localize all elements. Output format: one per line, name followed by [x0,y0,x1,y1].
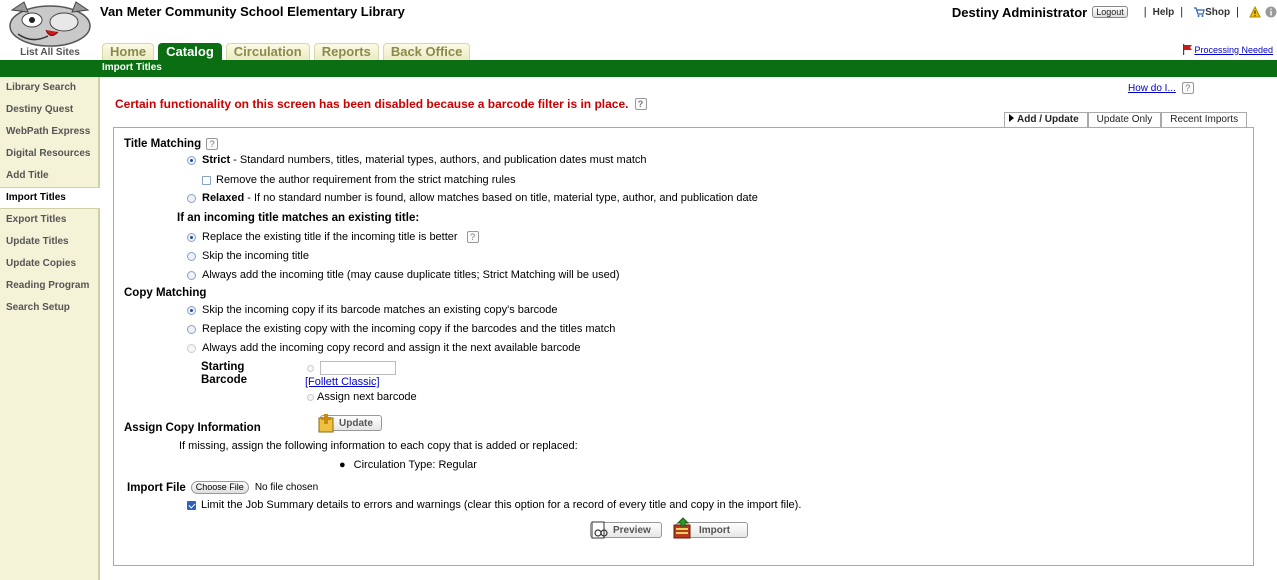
how-do-i [1128,82,1194,94]
separator: | [1236,6,1239,18]
sidebar-item-update-titles[interactable]: Update Titles [6,236,69,247]
assign-copy-heading: Assign Copy Information [124,422,261,434]
strict-radio[interactable] [187,156,196,165]
tab-back-office[interactable]: Back Office [383,43,471,60]
sidebar-item-library-search[interactable]: Library Search [6,82,77,93]
import-options-panel [113,127,1254,566]
warning-text: Certain functionality on this screen has been disabled because a barcode filter is in place. [115,97,629,111]
list-all-sites-link[interactable]: List All Sites [20,47,80,58]
flag-icon [1182,44,1194,55]
help-question-icon[interactable]: ? [635,98,647,110]
skip-copy-radio[interactable] [187,306,196,315]
import-file-label: Import File [127,481,186,494]
preview-icon [590,520,612,542]
tab-catalog[interactable]: Catalog [158,43,222,60]
sub-navigation-bar [0,60,1277,77]
import-button-label: Import [699,524,731,536]
strict-option [187,154,647,166]
update-button-row [320,415,382,431]
barcode-filter-warning [115,97,647,111]
replace-existing-label: Replace the existing title if the incoming title is better [202,231,458,243]
update-button[interactable] [320,415,382,431]
update-icon [317,412,339,434]
starting-label-row [201,361,244,373]
always-add-copy-radio[interactable] [187,344,196,353]
limit-summary-row [187,499,801,511]
if-missing-text: If missing, assign the following information to each copy that is added or replaced: [179,440,578,452]
school-title: Van Meter Community School Elementary Library [100,4,405,19]
sidebar-item-reading-program[interactable]: Reading Program [6,280,90,291]
sidebar-item-webpath-express[interactable]: WebPath Express [6,126,91,137]
skip-copy-label: Skip the incoming copy if its barcode matches an existing copy's barcode [202,304,558,316]
title-matching-heading: Title Matching [124,138,202,150]
tab-circulation[interactable]: Circulation [226,43,310,60]
replace-existing-option [187,231,479,243]
always-add-option [187,269,620,281]
preview-button[interactable] [590,522,662,538]
preview-button-label: Preview [613,524,651,536]
circ-type-text: Circulation Type: Regular [353,459,477,471]
assign-next-label: Assign next barcode [317,391,417,403]
tab-update-only[interactable]: Update Only [1088,112,1162,127]
if-incoming-heading-row [177,212,419,224]
header [0,0,1277,60]
alert-icon[interactable] [1249,6,1261,18]
starting-label: Starting [201,361,245,373]
always-add-copy-label: Always add the incoming copy record and assign it the next available barcode [202,342,581,354]
choose-file-button[interactable]: Choose File [191,481,249,494]
bullet-icon: ● [339,459,346,471]
help-question-icon[interactable]: ? [206,138,218,150]
always-add-radio[interactable] [187,271,196,280]
help-question-icon[interactable]: ? [467,231,479,243]
sidebar-item-export-titles[interactable]: Export Titles [6,214,67,225]
always-add-copy-option [187,342,581,354]
update-button-label: Update [339,417,373,429]
replace-existing-radio[interactable] [187,233,196,242]
triangle-right-icon [1009,114,1014,122]
replace-copy-option [187,323,615,335]
sidebar [0,77,100,580]
strict-label: Strict [202,154,231,166]
separator: | [1143,6,1147,18]
tab-home[interactable]: Home [102,43,154,60]
tab-reports[interactable]: Reports [314,43,379,60]
main-tabs [102,43,474,60]
strict-description: - Standard numbers, titles, material types, authors, and publication dates must match [230,154,647,166]
sidebar-item-destiny-quest[interactable]: Destiny Quest [6,104,74,115]
cart-icon[interactable] [1193,6,1205,18]
tab-recent-imports[interactable]: Recent Imports [1161,112,1247,127]
replace-copy-radio[interactable] [187,325,196,334]
processing-needed-link[interactable]: Processing Needed [1194,44,1273,55]
assign-copy-heading-row [124,422,261,434]
help-link[interactable]: Help [1152,6,1175,18]
import-button-row [676,522,748,538]
help-question-icon[interactable]: ? [1182,82,1194,94]
relaxed-description: - If no standard number is found, allow matches based on title, material type, author, and publication date [244,192,758,204]
separator: | [1180,6,1184,18]
bulldog-logo[interactable] [2,0,98,47]
no-file-text: No file chosen [254,482,319,493]
starting-barcode-input[interactable] [320,361,396,375]
tab-add-update-label: Add / Update [1017,114,1079,125]
title-matching-heading-row [124,138,218,150]
shop-link[interactable]: Shop [1205,6,1231,18]
relaxed-label: Relaxed [202,192,245,204]
preview-button-row [590,522,662,538]
sidebar-item-add-title[interactable]: Add Title [6,170,49,181]
copy-matching-heading-row [124,287,206,299]
sidebar-item-digital-resources[interactable]: Digital Resources [6,148,91,159]
sidebar-item-search-setup[interactable]: Search Setup [6,302,70,313]
follett-classic-row [305,376,380,388]
skip-copy-option [187,304,558,316]
starting-barcode-input-row [307,361,396,375]
relaxed-option [187,192,758,204]
assign-next-row [307,391,417,403]
remove-author-checkbox[interactable] [202,176,211,185]
if-missing-row [179,440,578,452]
sidebar-item-import-titles[interactable]: Import Titles [0,187,100,209]
remove-author-label: Remove the author requirement from the strict matching rules [216,174,516,186]
limit-summary-label: Limit the Job Summary details to errors and warnings (clear this option for a record of every title and copy in the import file). [201,499,802,511]
starting-barcode-radio[interactable] [307,365,314,372]
copy-matching-heading: Copy Matching [124,287,207,299]
current-page-label: Import Titles [102,62,162,73]
skip-incoming-option [187,250,309,262]
follett-classic-link[interactable]: [Follett Classic] [305,376,380,388]
barcode-label-row [201,374,247,386]
barcode-label: Barcode [201,374,248,386]
always-add-label: Always add the incoming title (may cause duplicate titles; Strict Matching will be used) [202,269,620,281]
replace-copy-label: Replace the existing copy with the incoming copy if the barcodes and the titles match [202,323,616,335]
import-button[interactable] [676,522,748,538]
circ-type-row [339,459,477,471]
skip-incoming-label: Skip the incoming title [202,250,309,262]
sidebar-item-update-copies[interactable]: Update Copies [6,258,77,269]
limit-summary-checkbox[interactable] [187,501,196,510]
processing-needed [1182,44,1273,55]
if-incoming-heading: If an incoming title matches an existing title: [177,212,420,224]
how-do-i-link[interactable]: How do I... [1128,82,1176,94]
relaxed-radio[interactable] [187,194,196,203]
import-file-row [127,481,318,494]
import-icon [671,517,695,541]
import-mode-tabs [1004,112,1247,127]
user-area [952,4,1277,20]
assign-next-radio[interactable] [307,394,314,401]
skip-incoming-radio[interactable] [187,252,196,261]
logout-button[interactable]: Logout [1092,6,1128,18]
info-icon[interactable] [1265,6,1277,18]
tab-add-update[interactable] [1004,112,1088,127]
user-name: Destiny Administrator [951,4,1088,20]
remove-author-option [202,174,516,186]
